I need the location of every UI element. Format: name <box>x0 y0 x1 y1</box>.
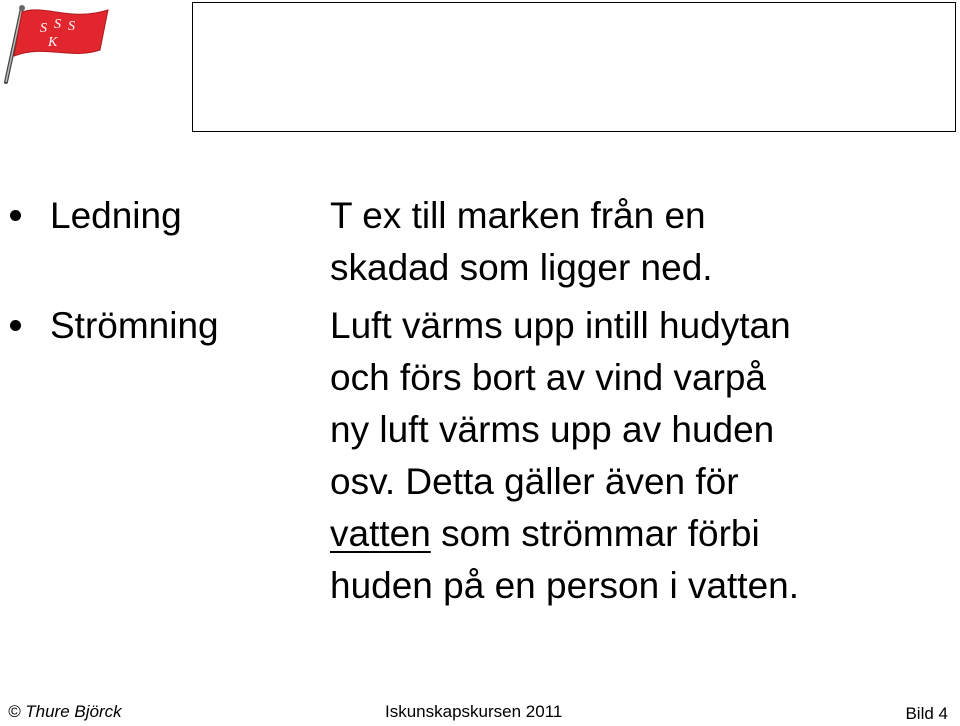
footer-author <box>8 700 122 724</box>
description-line: osv. Detta gäller även för <box>330 461 739 502</box>
svg-text:S: S <box>68 19 75 34</box>
svg-text:K: K <box>48 35 58 50</box>
bullet-dot <box>10 320 21 331</box>
description-line <box>330 508 799 560</box>
footer-slide-number: Bild 4 <box>905 704 948 723</box>
description-line: och förs bort av vind varpå <box>330 357 766 398</box>
description-line: skadad som ligger ned. <box>330 247 713 288</box>
bullet-description <box>330 300 799 612</box>
svg-text:S: S <box>40 21 47 36</box>
svg-text:S: S <box>54 17 61 32</box>
bullet-term: Strömning <box>50 305 219 346</box>
description-line: Luft värms upp intill hudytan <box>330 305 791 346</box>
author-name: Thure Björck <box>25 702 122 721</box>
description-line: ny luft värms upp av huden <box>330 409 775 450</box>
description-line: T ex till marken från en <box>330 195 706 236</box>
bullet-dot <box>10 210 21 221</box>
footer-course: Iskunskapskursen 2011 <box>385 702 563 721</box>
bullet-description <box>330 190 713 294</box>
description-line: huden på en person i vatten. <box>330 565 800 606</box>
underlined-word: vatten <box>330 513 431 554</box>
title-placeholder-box <box>192 2 956 132</box>
bullet-term: Ledning <box>50 195 182 236</box>
slide-footer <box>0 700 960 724</box>
sssk-logo <box>0 2 112 86</box>
description-line-rest: som strömmar förbi <box>430 513 760 554</box>
sssk-flag-icon <box>0 2 112 86</box>
copyright-symbol: © <box>8 702 21 721</box>
